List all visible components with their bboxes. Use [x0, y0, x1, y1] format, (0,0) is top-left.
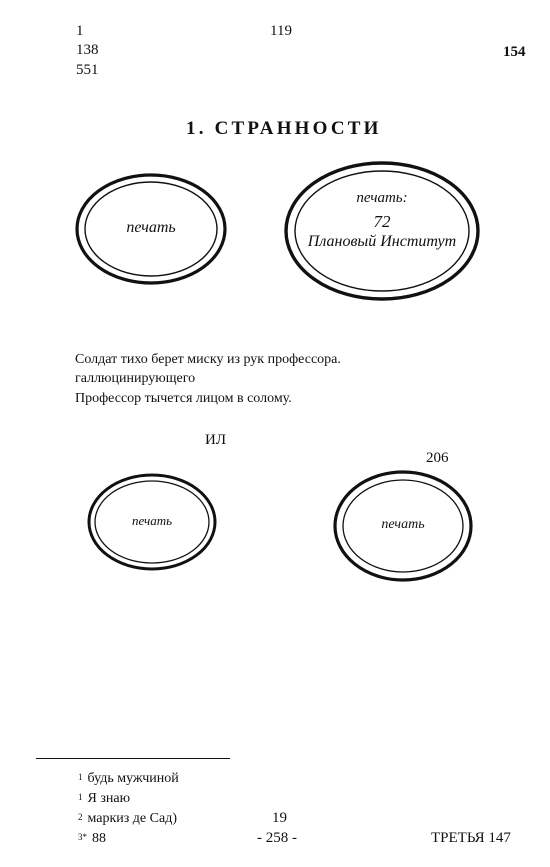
label-il: ИЛ — [205, 432, 227, 448]
footnote — [78, 770, 179, 787]
header-number: 551 — [76, 62, 99, 78]
page-label: - 258 - — [257, 830, 297, 846]
stamp-institute: Плановый Институт — [307, 233, 457, 250]
body-line: галлюцинирующего — [75, 371, 196, 386]
footnote — [78, 830, 106, 847]
stamp-number: 72 — [373, 212, 391, 231]
footnote — [78, 810, 177, 827]
stamp-right-top — [284, 161, 480, 301]
footnote-mark: 3* — [78, 832, 87, 842]
footnote-mark: 1 — [78, 792, 83, 802]
footnote-text: будь мужчиной — [87, 771, 179, 786]
header-number: 1 — [76, 23, 84, 39]
footnote-mark: 2 — [78, 812, 83, 822]
stamp-right-bottom — [333, 470, 473, 582]
section-heading: 1. СТРАННОСТИ — [186, 118, 382, 139]
header-center-number: 119 — [270, 23, 292, 39]
stamp-left-bottom — [87, 473, 217, 571]
header-number: 138 — [76, 42, 99, 58]
footnote-text: маркиз де Сад) — [87, 811, 177, 826]
footnote-mark: 1 — [78, 772, 83, 782]
stamp-label: печать: — [356, 190, 408, 206]
stamp-left-top — [75, 173, 227, 285]
footnote-text: 88 — [92, 831, 106, 846]
footnote-text: Я знаю — [87, 791, 131, 806]
stamp-label: печать — [381, 517, 425, 532]
stamp-label: печать — [126, 219, 176, 236]
footer-number: 19 — [272, 810, 287, 826]
body-line: Профессор тычется лицом в солому. — [75, 391, 292, 406]
stamp-label: печать — [131, 513, 173, 528]
page-number: 154 — [503, 44, 526, 60]
number-206: 206 — [426, 450, 449, 466]
footer-right-label: ТРЕТЬЯ 147 — [431, 830, 511, 846]
footnote-divider — [36, 758, 230, 759]
footnote — [78, 790, 130, 807]
body-line: Солдат тихо берет миску из рук профессора. — [75, 352, 341, 367]
